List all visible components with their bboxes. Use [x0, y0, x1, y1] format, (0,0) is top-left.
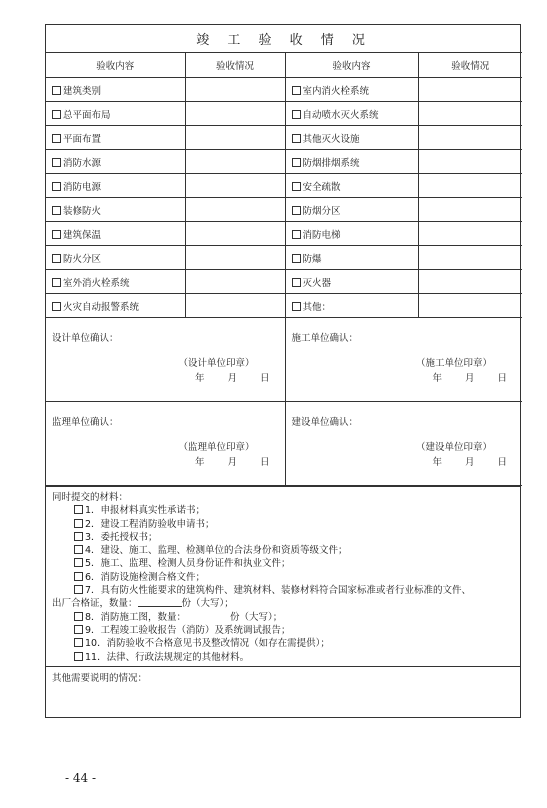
material-item-label: 9．工程竣工验收报告（消防）及系统调试报告； [85, 624, 291, 636]
item-label: 防烟分区 [302, 205, 341, 217]
checkbox-icon[interactable] [292, 182, 301, 191]
design-confirm-label: 设计单位确认： [52, 333, 119, 344]
signature-row-2 [46, 402, 522, 486]
status-cell[interactable] [418, 126, 522, 150]
materials-section [46, 486, 520, 666]
material-item [52, 504, 514, 517]
item-left [46, 78, 185, 102]
item-right [285, 198, 418, 222]
supervision-seal: （监理单位印章） [178, 442, 255, 453]
item-label: 火灾自动报警系统 [63, 301, 140, 313]
item-label: 建筑保温 [63, 229, 102, 241]
checkbox-icon[interactable] [52, 254, 61, 263]
owner-confirm-label: 建设单位确认： [291, 417, 359, 428]
other-notes-section[interactable] [46, 666, 520, 717]
status-cell[interactable] [185, 294, 285, 318]
item-left [46, 294, 185, 318]
construction-confirm-label: 施工单位确认： [291, 333, 359, 344]
page-number: - 44 - [65, 771, 97, 785]
status-cell[interactable] [418, 198, 522, 222]
status-cell[interactable] [418, 78, 522, 102]
item-label: 自动喷水灭火系统 [302, 109, 379, 121]
item-label: 其他： [302, 301, 332, 313]
acceptance-form [45, 24, 521, 718]
checkbox-icon[interactable] [292, 230, 301, 239]
status-cell[interactable] [185, 126, 285, 150]
checklist-row [46, 102, 522, 126]
status-cell[interactable] [418, 150, 522, 174]
material-item-label: 10．消防验收不合格意见书及整改情况（如存在需提供）； [85, 638, 330, 650]
design-seal: （设计单位印章） [178, 358, 255, 369]
item-label: 防火分区 [63, 253, 102, 265]
supervision-confirm-cell[interactable] [46, 402, 285, 486]
item-left [46, 198, 185, 222]
item-label: 建筑类别 [63, 85, 102, 97]
checkbox-icon[interactable] [52, 206, 61, 215]
material-item-label: 7．具有防火性能要求的建筑构件、建筑材料、装修材料符合国家标准或者行业标准的文件、 [85, 585, 472, 597]
material-item-label: 3．委托授权书； [85, 531, 158, 543]
status-cell[interactable] [185, 150, 285, 174]
construction-confirm-cell[interactable] [285, 318, 522, 402]
item-label: 室外消火栓系统 [63, 277, 130, 289]
checkbox-icon[interactable] [74, 625, 83, 634]
item-label: 平面布置 [63, 133, 102, 145]
other-notes-label: 其他需要说明的情况： [52, 672, 148, 684]
item-label: 装修防火 [63, 205, 102, 217]
status-cell[interactable] [185, 78, 285, 102]
form-title: 竣 工 验 收 情 况 [46, 25, 522, 53]
material-item [52, 518, 514, 531]
item-label: 消防电源 [63, 181, 102, 193]
material-item [52, 544, 514, 557]
design-confirm-cell[interactable] [46, 318, 285, 402]
status-cell[interactable] [185, 246, 285, 270]
copies-blank-field[interactable] [138, 597, 182, 607]
checkbox-icon[interactable] [74, 652, 83, 661]
material-item [52, 531, 514, 544]
material-item-label: 1．申报材料真实性承诺书； [85, 505, 206, 517]
checklist-row [46, 78, 522, 102]
header-status-right: 验收情况 [418, 53, 522, 78]
material-item-label: 11．法律、行政法规规定的其他材料。 [85, 651, 250, 663]
material-item-label: 6．消防设施检测合格文件； [85, 571, 206, 583]
status-cell[interactable] [418, 270, 522, 294]
item-left [46, 102, 185, 126]
checklist-row [46, 150, 522, 174]
status-cell[interactable] [418, 102, 522, 126]
status-cell[interactable] [185, 222, 285, 246]
material-item-label: 2．建设工程消防验收申请书； [85, 518, 215, 530]
construction-seal: （施工单位印章） [416, 358, 493, 369]
item-right [285, 270, 418, 294]
materials-heading: 同时提交的材料： [52, 492, 129, 503]
checklist-row [46, 222, 522, 246]
checklist-row [46, 294, 522, 318]
checkbox-icon[interactable] [74, 519, 83, 528]
header-content-right: 验收内容 [285, 53, 418, 78]
checkbox-icon[interactable] [74, 585, 83, 594]
checkbox-icon[interactable] [52, 134, 61, 143]
status-cell[interactable] [185, 174, 285, 198]
checkbox-icon[interactable] [74, 612, 83, 621]
checkbox-icon[interactable] [74, 505, 83, 514]
item-label: 安全疏散 [302, 181, 341, 193]
item-right [285, 126, 418, 150]
checkbox-icon[interactable] [74, 558, 83, 567]
owner-confirm-cell[interactable] [285, 402, 522, 486]
header-status-left: 验收情况 [185, 53, 285, 78]
material-item [52, 584, 514, 597]
construction-date: 年 月 日 [432, 373, 509, 384]
item-left [46, 126, 185, 150]
material-item [52, 637, 514, 650]
checkbox-icon[interactable] [52, 110, 61, 119]
checkbox-icon[interactable] [52, 86, 61, 95]
item-left [46, 270, 185, 294]
status-cell[interactable] [418, 222, 522, 246]
item-left [46, 150, 185, 174]
material-item-7-continued: 出厂合格证，数量： 份（大写）； [52, 598, 234, 610]
owner-date: 年 月 日 [432, 457, 509, 468]
checkbox-icon[interactable] [74, 532, 83, 541]
checkbox-icon[interactable] [74, 572, 83, 581]
checkbox-icon[interactable] [292, 158, 301, 167]
item-left [46, 174, 185, 198]
checkbox-icon[interactable] [292, 134, 301, 143]
design-date: 年 月 日 [194, 373, 271, 384]
status-cell[interactable] [185, 102, 285, 126]
item-right [285, 150, 418, 174]
item-left [46, 246, 185, 270]
checkbox-icon[interactable] [292, 278, 301, 287]
item-label: 其他灭火设施 [302, 133, 360, 145]
item-right [285, 102, 418, 126]
material-item-label: 5．施工、监理、检测人员身份证件和执业文件； [85, 558, 291, 570]
checkbox-icon[interactable] [52, 278, 61, 287]
item-right [285, 246, 418, 270]
item-right [285, 78, 418, 102]
supervision-date: 年 月 日 [194, 457, 271, 468]
item-label: 灭火器 [302, 277, 332, 289]
material-item [52, 624, 514, 637]
item-right [285, 174, 418, 198]
checklist-row [46, 198, 522, 222]
item-label: 消防电梯 [302, 229, 341, 241]
checklist-row [46, 270, 522, 294]
material-item-8: 8．消防施工图，数量： 份（大写）； [52, 611, 514, 624]
status-cell[interactable] [418, 174, 522, 198]
header-content-left: 验收内容 [46, 53, 185, 78]
material-item [52, 571, 514, 584]
item-label: 防烟排烟系统 [302, 157, 360, 169]
checkbox-icon[interactable] [74, 638, 83, 647]
material-item [52, 557, 514, 570]
material-item [52, 651, 514, 664]
status-cell[interactable] [185, 198, 285, 222]
owner-seal: （建设单位印章） [416, 442, 493, 453]
status-cell[interactable] [185, 270, 285, 294]
signature-row-1 [46, 318, 522, 402]
item-right [285, 222, 418, 246]
checkbox-icon[interactable] [292, 206, 301, 215]
material-item-label: 4．建设、施工、监理、检测单位的合法身份和资质等级文件； [85, 545, 348, 557]
item-right [285, 294, 418, 318]
checklist-row [46, 246, 522, 270]
checkbox-icon[interactable] [292, 110, 301, 119]
item-label: 消防水源 [63, 157, 102, 169]
item-label: 防爆 [302, 253, 322, 265]
status-cell[interactable] [418, 294, 522, 318]
table-header [46, 53, 522, 78]
checkbox-icon[interactable] [74, 545, 83, 554]
checkbox-icon[interactable] [292, 302, 301, 311]
checklist-row [46, 174, 522, 198]
checkbox-icon[interactable] [292, 254, 301, 263]
checkbox-icon[interactable] [52, 182, 61, 191]
item-label: 总平面布局 [63, 109, 111, 121]
checkbox-icon[interactable] [52, 302, 61, 311]
checklist-row [46, 126, 522, 150]
item-label: 室内消火栓系统 [302, 85, 370, 97]
checkbox-icon[interactable] [52, 230, 61, 239]
item-left [46, 222, 185, 246]
supervision-confirm-label: 监理单位确认： [52, 417, 119, 428]
status-cell[interactable] [418, 246, 522, 270]
checkbox-icon[interactable] [292, 86, 301, 95]
inspection-table [46, 25, 522, 486]
checkbox-icon[interactable] [52, 158, 61, 167]
